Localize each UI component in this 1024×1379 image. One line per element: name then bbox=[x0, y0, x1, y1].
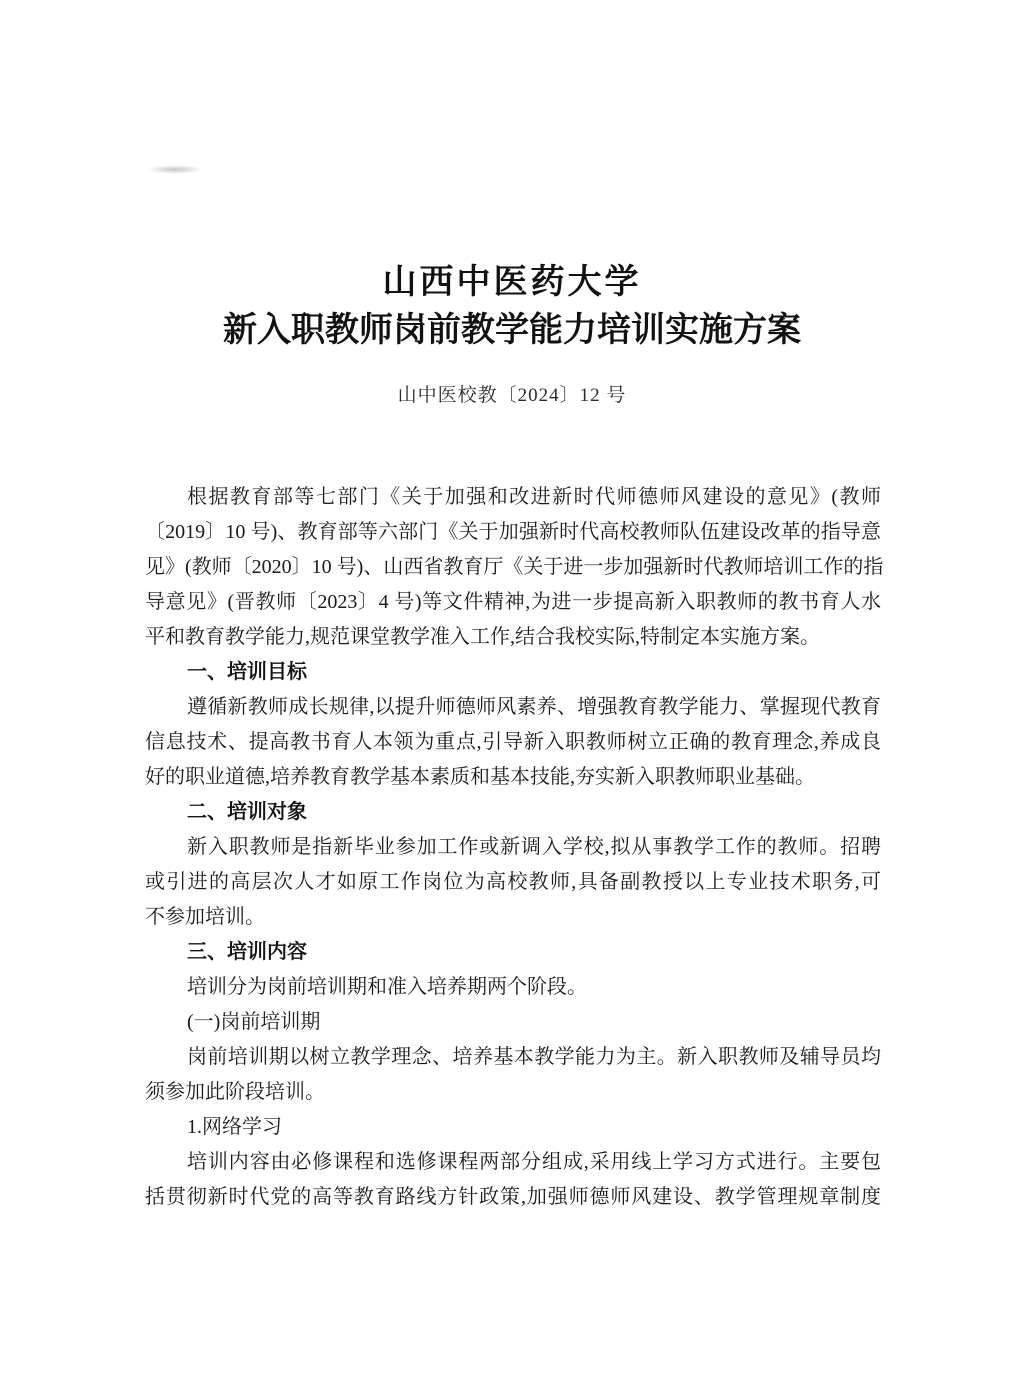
section-heading: 三、培训内容 bbox=[187, 941, 307, 963]
body-line: 〔2019〕10 号)、教育部等六部门《关于加强新时代高校教师队伍建设改革的指导意 bbox=[145, 521, 881, 543]
body-line: 岗前培训期以树立教学理念、培养基本教学能力为主。新入职教师及辅导员均 bbox=[187, 1046, 881, 1068]
body-line: 不参加培训。 bbox=[145, 906, 265, 928]
body-line: 培训分为岗前培训期和准入培养期两个阶段。 bbox=[187, 976, 587, 998]
body-line: 平和教育教学能力,规范课堂教学准入工作,结合我校实际,特制定本实施方案。 bbox=[145, 626, 820, 648]
document-number: 山中医校教〔2024〕12 号 bbox=[397, 385, 627, 406]
body-line: 1.网络学习 bbox=[187, 1116, 282, 1138]
title-line-plan: 新入职教师岗前教学能力培训实施方案 bbox=[223, 312, 801, 349]
title-line-university: 山西中医药大学 bbox=[382, 264, 642, 301]
body-line: 见》(教师〔2020〕10 号)、山西省教育厅《关于进一步加强新时代教师培训工作的指 bbox=[145, 556, 884, 578]
body-line: 好的职业道德,培养教育教学基本素质和基本技能,夯实新入职教师职业基础。 bbox=[145, 766, 815, 788]
document-body bbox=[145, 480, 884, 1215]
body-line: 根据教育部等七部门《关于加强和改进新时代师德师风建设的意见》(教师 bbox=[187, 486, 881, 508]
body-line: 新入职教师是指新毕业参加工作或新调入学校,拟从事教学工作的教师。招聘 bbox=[187, 836, 881, 858]
body-line: 导意见》(晋教师〔2023〕4 号)等文件精神,为进一步提高新入职教师的教书育人水 bbox=[145, 591, 881, 613]
body-line: 遵循新教师成长规律,以提升师德师风素养、增强教育教学能力、掌握现代教育 bbox=[187, 696, 881, 718]
body-line: 培训内容由必修课程和选修课程两部分组成,采用线上学习方式进行。主要包 bbox=[187, 1151, 881, 1173]
scan-smudge-artifact bbox=[147, 165, 203, 174]
section-heading: 二、培训对象 bbox=[187, 801, 307, 823]
body-line: 须参加此阶段培训。 bbox=[145, 1081, 325, 1103]
document-title bbox=[0, 0, 1024, 355]
body-line: 括贯彻新时代党的高等教育路线方针政策,加强师德师风建设、教学管理规章制度 bbox=[145, 1186, 881, 1208]
body-line: 或引进的高层次人才如原工作岗位为高校教师,具备副教授以上专业技术职务,可 bbox=[145, 871, 881, 893]
body-line: 信息技术、提高教书育人本领为重点,引导新入职教师树立正确的教育理念,养成良 bbox=[145, 731, 881, 753]
section-heading: 一、培训目标 bbox=[187, 661, 307, 683]
body-line: (一)岗前培训期 bbox=[187, 1011, 321, 1033]
